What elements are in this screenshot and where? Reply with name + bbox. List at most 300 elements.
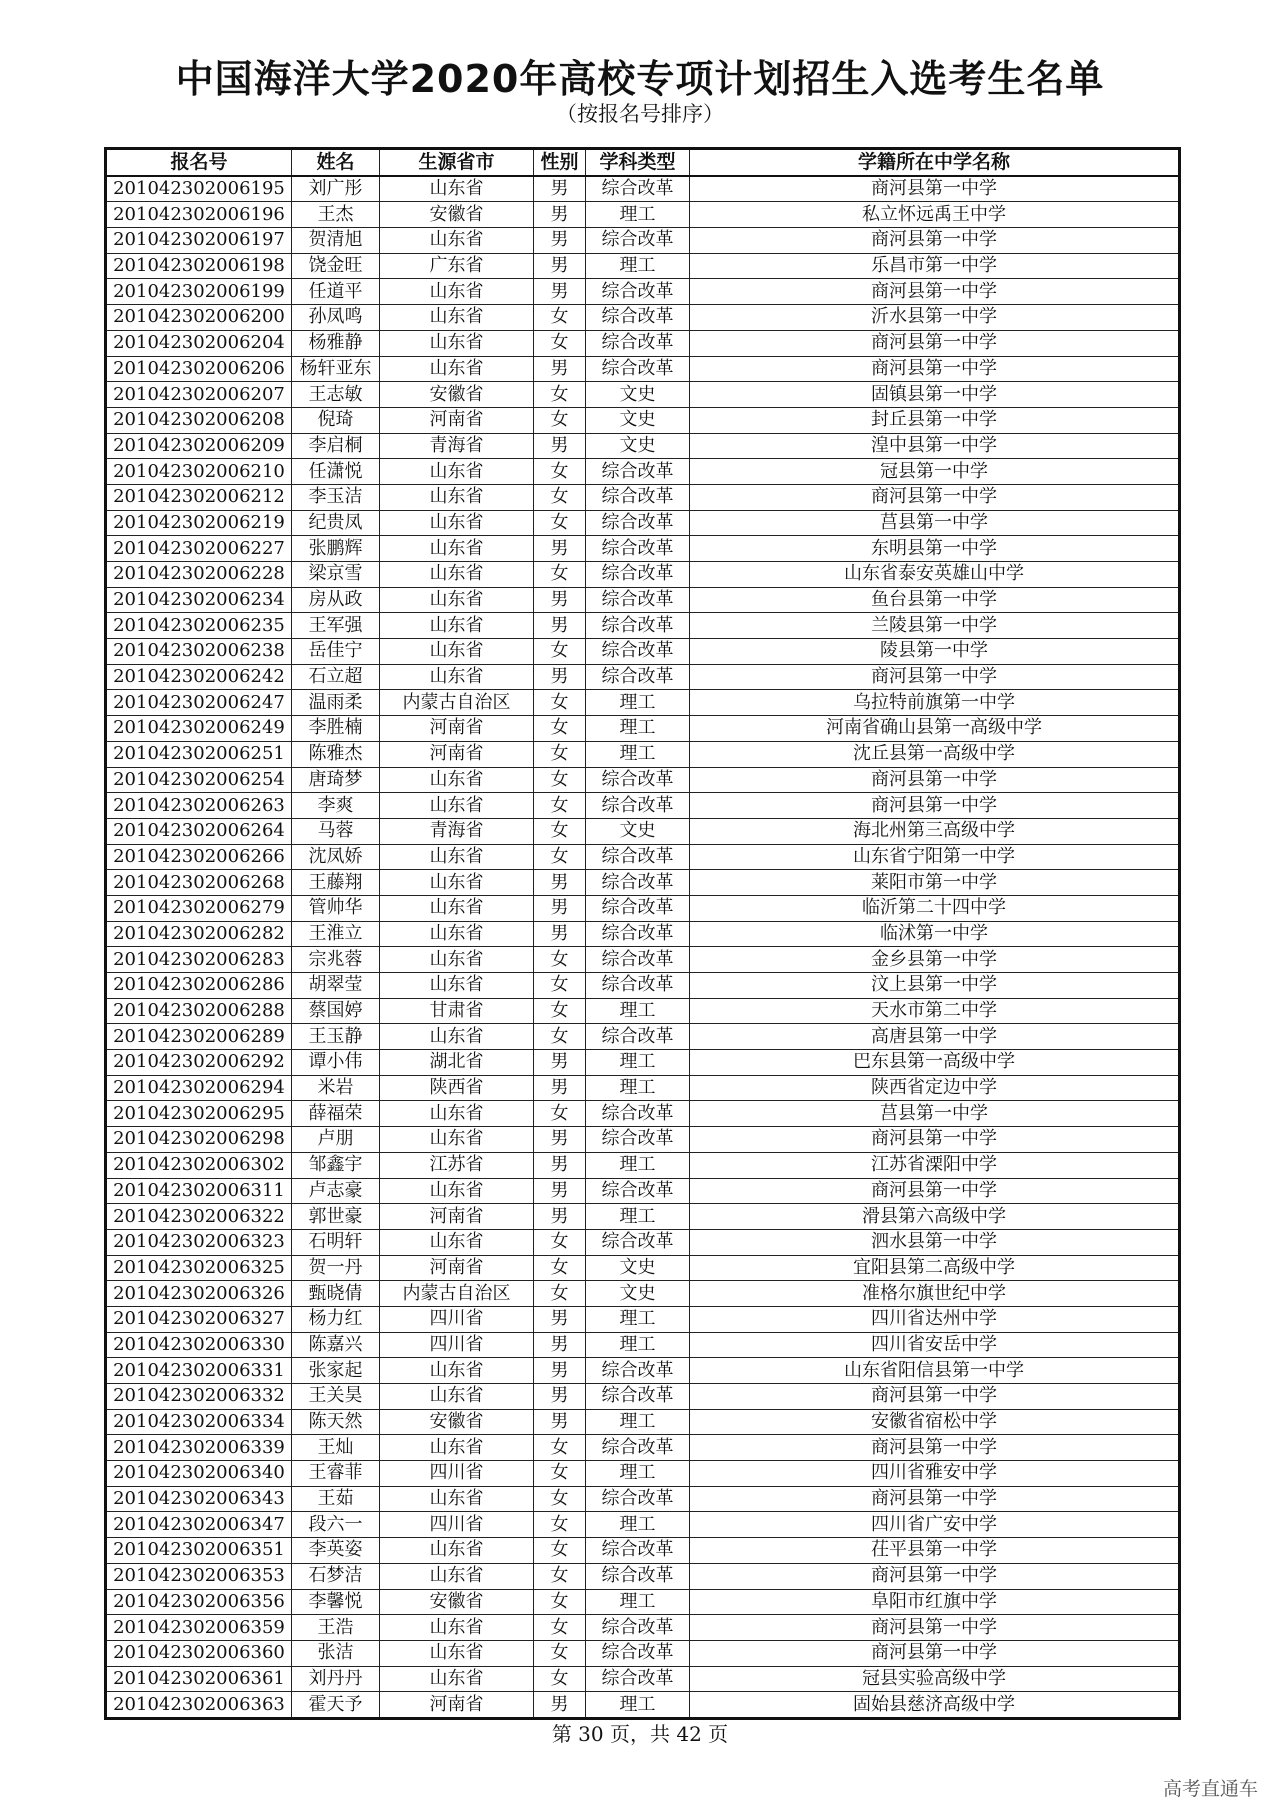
cell-subject-type: 理工 (586, 1512, 690, 1538)
cell-name: 杨雅静 (292, 330, 380, 356)
cell-school: 汶上县第一中学 (690, 973, 1180, 999)
cell-gender: 女 (534, 330, 586, 356)
candidate-table (104, 147, 1181, 1720)
cell-subject-type: 综合改革 (586, 484, 690, 510)
cell-name: 王淮立 (292, 921, 380, 947)
table-row (106, 895, 1180, 921)
cell-school: 泗水县第一中学 (690, 1229, 1180, 1255)
cell-registration-no: 201042302006361 (106, 1666, 292, 1692)
cell-gender: 男 (534, 1332, 586, 1358)
cell-name: 张洁 (292, 1640, 380, 1666)
cell-registration-no: 201042302006212 (106, 484, 292, 510)
cell-school: 阜阳市红旗中学 (690, 1589, 1180, 1615)
cell-registration-no: 201042302006264 (106, 818, 292, 844)
cell-subject-type: 综合改革 (586, 279, 690, 305)
cell-province: 湖北省 (380, 1050, 534, 1076)
cell-subject-type: 综合改革 (586, 1435, 690, 1461)
table-row (106, 1281, 1180, 1307)
cell-province: 山东省 (380, 870, 534, 896)
cell-name: 段六一 (292, 1512, 380, 1538)
cell-province: 四川省 (380, 1306, 534, 1332)
cell-name: 李胜楠 (292, 716, 380, 742)
cell-school: 固始县慈济高级中学 (690, 1692, 1180, 1719)
cell-province: 山东省 (380, 1640, 534, 1666)
cell-registration-no: 201042302006343 (106, 1486, 292, 1512)
cell-gender: 男 (534, 1127, 586, 1153)
cell-subject-type: 综合改革 (586, 1384, 690, 1410)
cell-province: 山东省 (380, 613, 534, 639)
cell-registration-no: 201042302006209 (106, 433, 292, 459)
cell-name: 贺清旭 (292, 228, 380, 254)
cell-province: 山东省 (380, 228, 534, 254)
cell-province: 山东省 (380, 305, 534, 331)
table-row (106, 587, 1180, 613)
cell-school: 金乡县第一中学 (690, 947, 1180, 973)
cell-province: 山东省 (380, 330, 534, 356)
cell-name: 陈天然 (292, 1409, 380, 1435)
cell-school: 商河县第一中学 (690, 793, 1180, 819)
cell-school: 临沭第一中学 (690, 921, 1180, 947)
cell-gender: 男 (534, 1306, 586, 1332)
cell-province: 河南省 (380, 1204, 534, 1230)
cell-province: 广东省 (380, 253, 534, 279)
cell-school: 东明县第一中学 (690, 536, 1180, 562)
cell-school: 商河县第一中学 (690, 176, 1180, 202)
cell-gender: 男 (534, 176, 586, 202)
cell-gender: 男 (534, 433, 586, 459)
cell-subject-type: 综合改革 (586, 793, 690, 819)
cell-subject-type: 综合改革 (586, 1640, 690, 1666)
cell-registration-no: 201042302006340 (106, 1461, 292, 1487)
table-row (106, 1332, 1180, 1358)
cell-registration-no: 201042302006283 (106, 947, 292, 973)
cell-subject-type: 综合改革 (586, 973, 690, 999)
cell-subject-type: 综合改革 (586, 1178, 690, 1204)
cell-province: 山东省 (380, 1538, 534, 1564)
cell-gender: 男 (534, 279, 586, 305)
cell-gender: 男 (534, 1075, 586, 1101)
cell-name: 陈嘉兴 (292, 1332, 380, 1358)
cell-name: 甄晓倩 (292, 1281, 380, 1307)
cell-registration-no: 201042302006235 (106, 613, 292, 639)
cell-registration-no: 201042302006234 (106, 587, 292, 613)
cell-name: 贺一丹 (292, 1255, 380, 1281)
cell-school: 陵县第一中学 (690, 639, 1180, 665)
cell-registration-no: 201042302006204 (106, 330, 292, 356)
cell-gender: 男 (534, 228, 586, 254)
cell-gender: 男 (534, 253, 586, 279)
table-row (106, 484, 1180, 510)
cell-registration-no: 201042302006219 (106, 510, 292, 536)
cell-subject-type: 理工 (586, 1050, 690, 1076)
table-row (106, 1615, 1180, 1641)
cell-school: 莒县第一中学 (690, 510, 1180, 536)
cell-gender: 男 (534, 1178, 586, 1204)
cell-registration-no: 201042302006206 (106, 356, 292, 382)
table-row (106, 382, 1180, 408)
cell-name: 杨轩亚东 (292, 356, 380, 382)
table-row (106, 1229, 1180, 1255)
cell-school: 沂水县第一中学 (690, 305, 1180, 331)
table-row (106, 459, 1180, 485)
table-row (106, 664, 1180, 690)
cell-subject-type: 综合改革 (586, 664, 690, 690)
cell-school: 四川省广安中学 (690, 1512, 1180, 1538)
table-row (106, 330, 1180, 356)
table-row (106, 716, 1180, 742)
cell-province: 山东省 (380, 1384, 534, 1410)
page-subtitle: （按报名号排序） (556, 102, 724, 126)
cell-registration-no: 201042302006332 (106, 1384, 292, 1410)
table-row (106, 433, 1180, 459)
cell-subject-type: 理工 (586, 1461, 690, 1487)
cell-name: 王关昊 (292, 1384, 380, 1410)
table-row (106, 1589, 1180, 1615)
cell-province: 山东省 (380, 1435, 534, 1461)
table-row (106, 998, 1180, 1024)
cell-subject-type: 理工 (586, 741, 690, 767)
cell-subject-type: 综合改革 (586, 587, 690, 613)
cell-province: 山东省 (380, 356, 534, 382)
cell-gender: 女 (534, 844, 586, 870)
cell-school: 四川省安岳中学 (690, 1332, 1180, 1358)
cell-gender: 男 (534, 202, 586, 228)
table-row (106, 1306, 1180, 1332)
cell-province: 甘肃省 (380, 998, 534, 1024)
cell-subject-type: 综合改革 (586, 921, 690, 947)
cell-name: 石明轩 (292, 1229, 380, 1255)
cell-gender: 女 (534, 510, 586, 536)
cell-subject-type: 理工 (586, 690, 690, 716)
cell-registration-no: 201042302006334 (106, 1409, 292, 1435)
table-row (106, 870, 1180, 896)
cell-name: 沈凤娇 (292, 844, 380, 870)
table-row (106, 279, 1180, 305)
cell-province: 山东省 (380, 1666, 534, 1692)
cell-province: 四川省 (380, 1512, 534, 1538)
cell-name: 刘广彤 (292, 176, 380, 202)
cell-province: 山东省 (380, 793, 534, 819)
cell-province: 四川省 (380, 1461, 534, 1487)
cell-province: 内蒙古自治区 (380, 690, 534, 716)
cell-registration-no: 201042302006196 (106, 202, 292, 228)
cell-name: 梁京雪 (292, 562, 380, 588)
cell-gender: 男 (534, 1050, 586, 1076)
table-row (106, 562, 1180, 588)
cell-registration-no: 201042302006282 (106, 921, 292, 947)
cell-subject-type: 综合改革 (586, 228, 690, 254)
cell-name: 王杰 (292, 202, 380, 228)
cell-gender: 女 (534, 1024, 586, 1050)
cell-school: 山东省阳信县第一中学 (690, 1358, 1180, 1384)
cell-gender: 女 (534, 716, 586, 742)
cell-school: 商河县第一中学 (690, 228, 1180, 254)
cell-registration-no: 201042302006208 (106, 407, 292, 433)
cell-gender: 女 (534, 407, 586, 433)
cell-registration-no: 201042302006323 (106, 1229, 292, 1255)
table-row (106, 1409, 1180, 1435)
cell-province: 山东省 (380, 664, 534, 690)
cell-registration-no: 201042302006247 (106, 690, 292, 716)
cell-province: 山东省 (380, 921, 534, 947)
cell-school: 陕西省定边中学 (690, 1075, 1180, 1101)
cell-school: 商河县第一中学 (690, 279, 1180, 305)
cell-gender: 女 (534, 639, 586, 665)
cell-subject-type: 理工 (586, 1075, 690, 1101)
cell-gender: 男 (534, 536, 586, 562)
cell-province: 山东省 (380, 510, 534, 536)
cell-province: 河南省 (380, 1255, 534, 1281)
cell-school: 四川省达州中学 (690, 1306, 1180, 1332)
table-row (106, 613, 1180, 639)
table-row (106, 767, 1180, 793)
table-row (106, 356, 1180, 382)
cell-province: 河南省 (380, 1692, 534, 1719)
cell-school: 私立怀远禹王中学 (690, 202, 1180, 228)
cell-gender: 男 (534, 613, 586, 639)
cell-gender: 女 (534, 382, 586, 408)
table-row (106, 1101, 1180, 1127)
cell-registration-no: 201042302006298 (106, 1127, 292, 1153)
cell-subject-type: 综合改革 (586, 1538, 690, 1564)
cell-subject-type: 综合改革 (586, 1127, 690, 1153)
cell-registration-no: 201042302006331 (106, 1358, 292, 1384)
cell-name: 李玉洁 (292, 484, 380, 510)
table-row (106, 1358, 1180, 1384)
header-province: 生源省市 (380, 149, 534, 176)
cell-school: 商河县第一中学 (690, 1384, 1180, 1410)
cell-province: 山东省 (380, 1229, 534, 1255)
cell-subject-type: 理工 (586, 1409, 690, 1435)
cell-subject-type: 综合改革 (586, 459, 690, 485)
cell-school: 兰陵县第一中学 (690, 613, 1180, 639)
cell-school: 海北州第三高级中学 (690, 818, 1180, 844)
header-school: 学籍所在中学名称 (690, 149, 1180, 176)
cell-registration-no: 201042302006263 (106, 793, 292, 819)
cell-registration-no: 201042302006294 (106, 1075, 292, 1101)
cell-name: 倪琦 (292, 407, 380, 433)
cell-school: 商河县第一中学 (690, 664, 1180, 690)
table-row (106, 818, 1180, 844)
cell-name: 石立超 (292, 664, 380, 690)
cell-name: 纪贵凤 (292, 510, 380, 536)
cell-name: 霍天予 (292, 1692, 380, 1719)
page-title: 中国海洋大学2020年高校专项计划招生入选考生名单 (175, 57, 1105, 101)
cell-registration-no: 201042302006199 (106, 279, 292, 305)
cell-school: 山东省宁阳第一中学 (690, 844, 1180, 870)
cell-registration-no: 201042302006360 (106, 1640, 292, 1666)
table-row (106, 1127, 1180, 1153)
cell-name: 李馨悦 (292, 1589, 380, 1615)
cell-gender: 女 (534, 305, 586, 331)
cell-gender: 女 (534, 1512, 586, 1538)
cell-province: 山东省 (380, 484, 534, 510)
cell-registration-no: 201042302006302 (106, 1152, 292, 1178)
cell-subject-type: 综合改革 (586, 536, 690, 562)
cell-province: 江苏省 (380, 1152, 534, 1178)
cell-gender: 男 (534, 1409, 586, 1435)
cell-province: 山东省 (380, 1358, 534, 1384)
cell-registration-no: 201042302006330 (106, 1332, 292, 1358)
cell-name: 王茹 (292, 1486, 380, 1512)
cell-province: 山东省 (380, 767, 534, 793)
cell-registration-no: 201042302006325 (106, 1255, 292, 1281)
cell-registration-no: 201042302006268 (106, 870, 292, 896)
cell-subject-type: 综合改革 (586, 1358, 690, 1384)
cell-gender: 女 (534, 690, 586, 716)
cell-school: 茌平县第一中学 (690, 1538, 1180, 1564)
cell-name: 岳佳宁 (292, 639, 380, 665)
table-row (106, 407, 1180, 433)
cell-gender: 女 (534, 1666, 586, 1692)
cell-gender: 女 (534, 1461, 586, 1487)
cell-name: 薛福荣 (292, 1101, 380, 1127)
cell-registration-no: 201042302006249 (106, 716, 292, 742)
cell-name: 郭世豪 (292, 1204, 380, 1230)
cell-province: 安徽省 (380, 382, 534, 408)
table-row (106, 947, 1180, 973)
cell-name: 卢朋 (292, 1127, 380, 1153)
cell-name: 石梦洁 (292, 1563, 380, 1589)
cell-province: 山东省 (380, 1101, 534, 1127)
cell-subject-type: 综合改革 (586, 1229, 690, 1255)
cell-subject-type: 理工 (586, 998, 690, 1024)
table-row (106, 1461, 1180, 1487)
cell-school: 巴东县第一高级中学 (690, 1050, 1180, 1076)
table-row (106, 1512, 1180, 1538)
cell-gender: 女 (534, 767, 586, 793)
cell-subject-type: 综合改革 (586, 510, 690, 536)
cell-name: 饶金旺 (292, 253, 380, 279)
cell-gender: 男 (534, 1204, 586, 1230)
cell-subject-type: 理工 (586, 1306, 690, 1332)
cell-registration-no: 201042302006326 (106, 1281, 292, 1307)
cell-registration-no: 201042302006295 (106, 1101, 292, 1127)
cell-gender: 男 (534, 870, 586, 896)
cell-name: 李英姿 (292, 1538, 380, 1564)
cell-registration-no: 201042302006286 (106, 973, 292, 999)
cell-school: 商河县第一中学 (690, 1640, 1180, 1666)
cell-province: 山东省 (380, 1486, 534, 1512)
table-row (106, 844, 1180, 870)
cell-name: 马蓉 (292, 818, 380, 844)
cell-subject-type: 综合改革 (586, 844, 690, 870)
cell-school: 商河县第一中学 (690, 356, 1180, 382)
cell-province: 安徽省 (380, 1589, 534, 1615)
cell-registration-no: 201042302006195 (106, 176, 292, 202)
cell-school: 冠县实验高级中学 (690, 1666, 1180, 1692)
cell-registration-no: 201042302006210 (106, 459, 292, 485)
cell-registration-no: 201042302006200 (106, 305, 292, 331)
cell-subject-type: 综合改革 (586, 870, 690, 896)
cell-province: 山东省 (380, 176, 534, 202)
cell-subject-type: 综合改革 (586, 947, 690, 973)
cell-school: 商河县第一中学 (690, 1178, 1180, 1204)
header-name: 姓名 (292, 149, 380, 176)
cell-school: 沈丘县第一高级中学 (690, 741, 1180, 767)
cell-school: 商河县第一中学 (690, 484, 1180, 510)
page-footer: 第 30 页，共 42 页 (551, 1722, 729, 1746)
cell-province: 陕西省 (380, 1075, 534, 1101)
cell-name: 宗兆蓉 (292, 947, 380, 973)
cell-school: 固镇县第一中学 (690, 382, 1180, 408)
table-row (106, 305, 1180, 331)
cell-province: 山东省 (380, 895, 534, 921)
cell-province: 山东省 (380, 1127, 534, 1153)
cell-province: 山东省 (380, 279, 534, 305)
cell-school: 宜阳县第二高级中学 (690, 1255, 1180, 1281)
cell-school: 商河县第一中学 (690, 1486, 1180, 1512)
cell-subject-type: 理工 (586, 253, 690, 279)
cell-province: 四川省 (380, 1332, 534, 1358)
cell-province: 山东省 (380, 1563, 534, 1589)
cell-subject-type: 理工 (586, 1152, 690, 1178)
cell-school: 商河县第一中学 (690, 1615, 1180, 1641)
table-row (106, 228, 1180, 254)
cell-subject-type: 综合改革 (586, 613, 690, 639)
cell-name: 王藤翔 (292, 870, 380, 896)
cell-name: 刘丹丹 (292, 1666, 380, 1692)
cell-name: 王志敏 (292, 382, 380, 408)
cell-school: 莒县第一中学 (690, 1101, 1180, 1127)
table-row (106, 1666, 1180, 1692)
cell-registration-no: 201042302006292 (106, 1050, 292, 1076)
cell-subject-type: 理工 (586, 202, 690, 228)
cell-subject-type: 理工 (586, 716, 690, 742)
cell-subject-type: 文史 (586, 818, 690, 844)
cell-name: 谭小伟 (292, 1050, 380, 1076)
cell-name: 卢志豪 (292, 1178, 380, 1204)
table-row (106, 1255, 1180, 1281)
cell-school: 商河县第一中学 (690, 330, 1180, 356)
table-row (106, 1204, 1180, 1230)
cell-subject-type: 综合改革 (586, 1486, 690, 1512)
cell-gender: 女 (534, 1589, 586, 1615)
cell-registration-no: 201042302006238 (106, 639, 292, 665)
cell-gender: 男 (534, 587, 586, 613)
cell-province: 河南省 (380, 716, 534, 742)
cell-name: 李启桐 (292, 433, 380, 459)
cell-name: 王睿菲 (292, 1461, 380, 1487)
cell-subject-type: 理工 (586, 1332, 690, 1358)
watermark: 高考直通车 (1162, 1778, 1258, 1800)
cell-gender: 男 (534, 921, 586, 947)
cell-name: 米岩 (292, 1075, 380, 1101)
cell-province: 山东省 (380, 536, 534, 562)
cell-gender: 女 (534, 973, 586, 999)
cell-province: 安徽省 (380, 202, 534, 228)
table-row (106, 741, 1180, 767)
table-body (106, 176, 1180, 1719)
table-row (106, 1178, 1180, 1204)
cell-name: 管帅华 (292, 895, 380, 921)
table-row (106, 1692, 1180, 1719)
cell-gender: 女 (534, 459, 586, 485)
cell-name: 杨力红 (292, 1306, 380, 1332)
cell-registration-no: 201042302006347 (106, 1512, 292, 1538)
table-row (106, 1024, 1180, 1050)
cell-subject-type: 文史 (586, 1281, 690, 1307)
cell-subject-type: 综合改革 (586, 1563, 690, 1589)
cell-name: 孙凤鸣 (292, 305, 380, 331)
cell-province: 山东省 (380, 1024, 534, 1050)
cell-registration-no: 201042302006356 (106, 1589, 292, 1615)
cell-registration-no: 201042302006279 (106, 895, 292, 921)
cell-gender: 女 (534, 484, 586, 510)
cell-registration-no: 201042302006288 (106, 998, 292, 1024)
cell-name: 胡翠莹 (292, 973, 380, 999)
cell-name: 任潇悦 (292, 459, 380, 485)
